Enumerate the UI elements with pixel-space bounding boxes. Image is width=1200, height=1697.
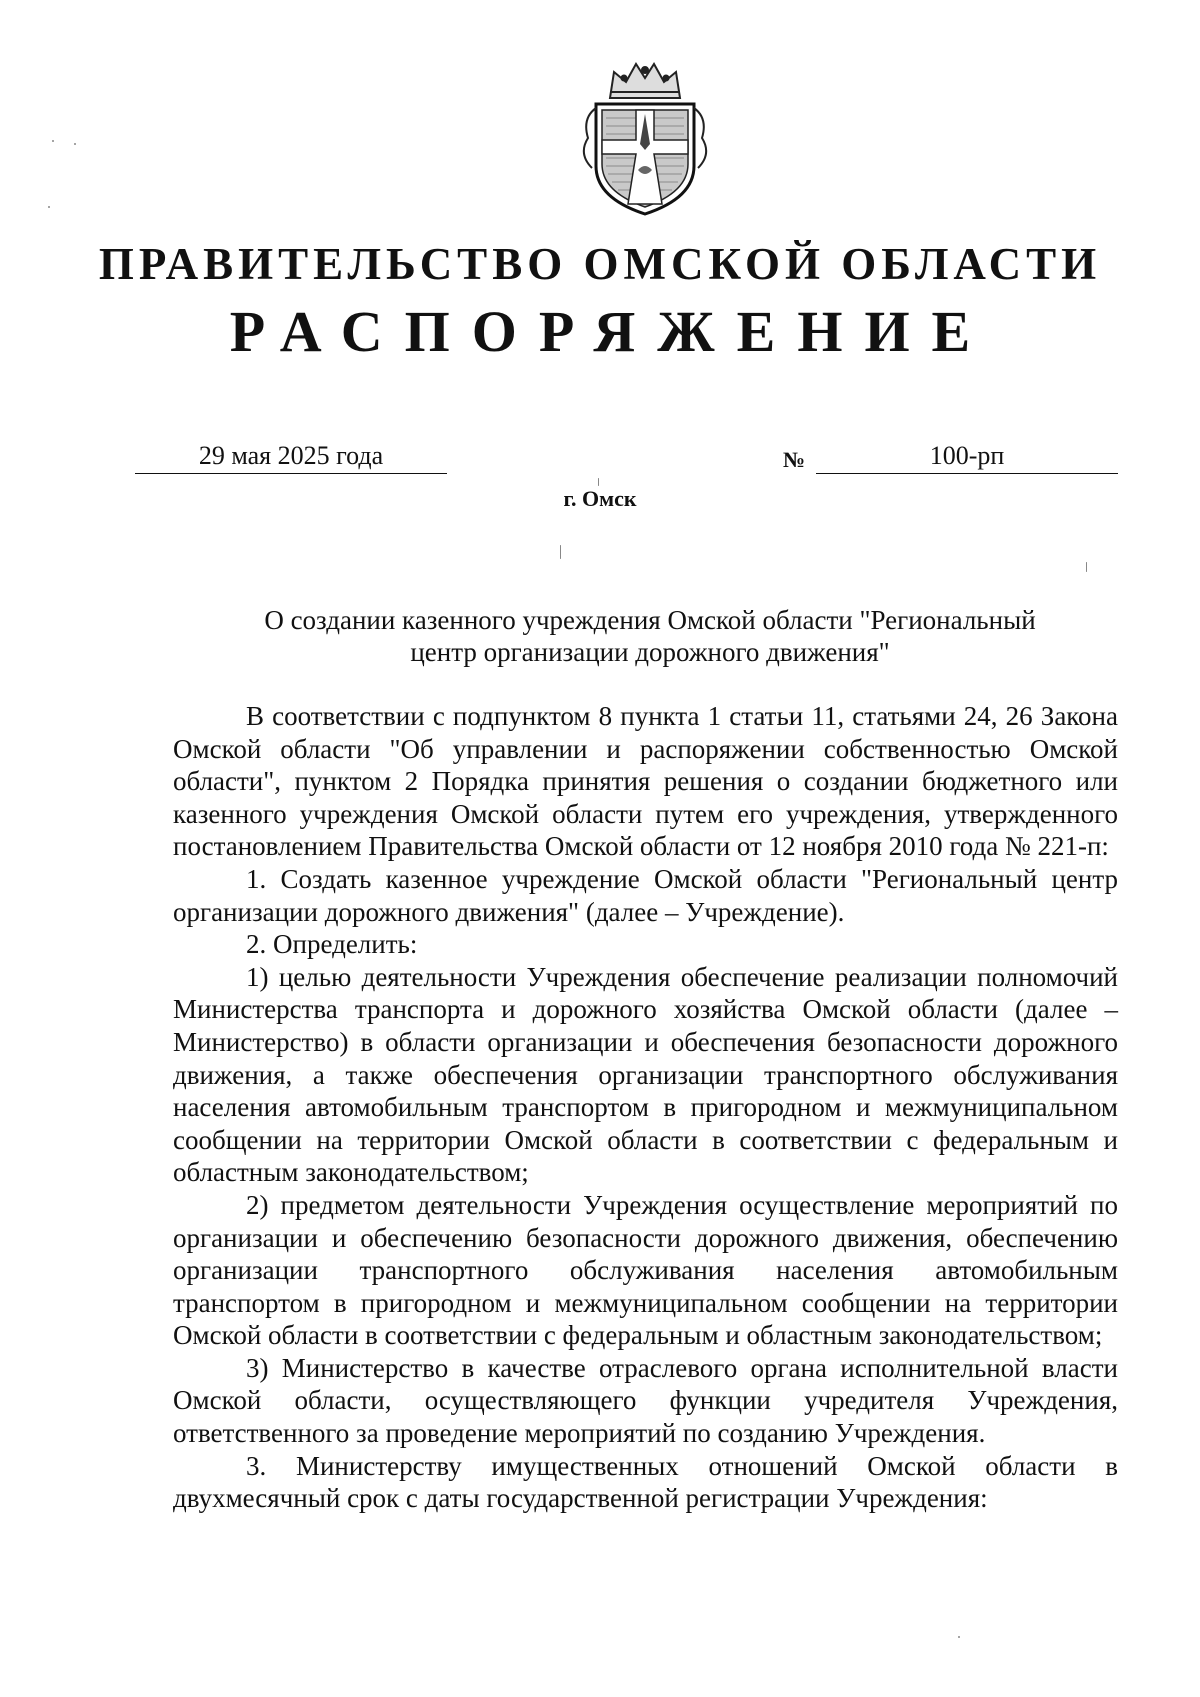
item-2-1-paragraph: 1) целью деятельности Учреждения обеспечение реализации полномочий Министерства транспорта и дорожного хозяйства Омской области (далее – Министерство) в области организации и обеспечения безопасности дорожного движения, а также обеспечения организации транспортного обслуживания населения автомобильным транспортом в пригородном и межмуниципальном сообщении на территории Омской области в соответствии с федеральным и областным законодательством; — [173, 961, 1118, 1188]
scan-speck — [52, 140, 54, 142]
scan-speck — [1086, 562, 1087, 572]
preamble-paragraph: В соответствии с подпунктом 8 пункта 1 статьи 11, статьями 24, 26 Закона Омской области "Об управлении и распоряжении собственностью Омской области", пунктом 2 Порядка принятия решения о создании бюджетного или казенного учреждения Омской области путем его учреждения, утвержденного постановлением Правительства Омской области от 12 ноября 2010 года № 221-п: — [173, 701, 1118, 862]
scan-speck — [958, 1636, 960, 1638]
item-1-paragraph: 1. Создать казенное учреждение Омской области "Региональный центр организации дорожного движения" (далее – Учреждение). — [173, 863, 1118, 927]
document-body — [173, 700, 1118, 1515]
item-2-paragraph: 2. Определить: — [246, 929, 418, 960]
document-number: 100-рп — [816, 440, 1118, 474]
item-2-2-paragraph: 2) предметом деятельности Учреждения осуществление мероприятий по организации и обеспечению безопасности дорожного движения, обеспечению организации транспортного обслуживания населения автомобильным транспортом в пригородном и межмуниципальном сообщении на территории Омской области в соответствии с федеральным и областным законодательством; — [173, 1189, 1118, 1351]
scan-speck — [74, 143, 76, 145]
number-sign: № — [783, 447, 806, 472]
subject-line-2: центр организации дорожного движения" — [410, 637, 890, 667]
coat-of-arms-icon — [566, 58, 724, 218]
document-date: 29 мая 2025 года — [135, 440, 447, 474]
scan-speck — [560, 545, 561, 559]
scan-speck — [598, 478, 599, 486]
item-2-3-paragraph: 3) Министерство в качестве отраслевого органа исполнительной власти Омской области, осуществляющего функции учредителя Учреждения, ответственного за проведение мероприятий по созданию Учреждения. — [173, 1352, 1118, 1449]
document-subject — [220, 604, 1080, 668]
document-type-title: РАСПОРЯЖЕНИЕ — [229, 299, 993, 364]
scan-speck — [48, 206, 50, 208]
item-3-paragraph: 3. Министерству имущественных отношений Омской области в двухмесячный срок с даты государственной регистрации Учреждения: — [173, 1450, 1118, 1514]
subject-line-1: О создании казенного учреждения Омской области "Региональный — [264, 605, 1036, 635]
government-title: ПРАВИТЕЛЬСТВО ОМСКОЙ ОБЛАСТИ — [98, 239, 1102, 289]
document-city: г. Омск — [563, 486, 637, 511]
